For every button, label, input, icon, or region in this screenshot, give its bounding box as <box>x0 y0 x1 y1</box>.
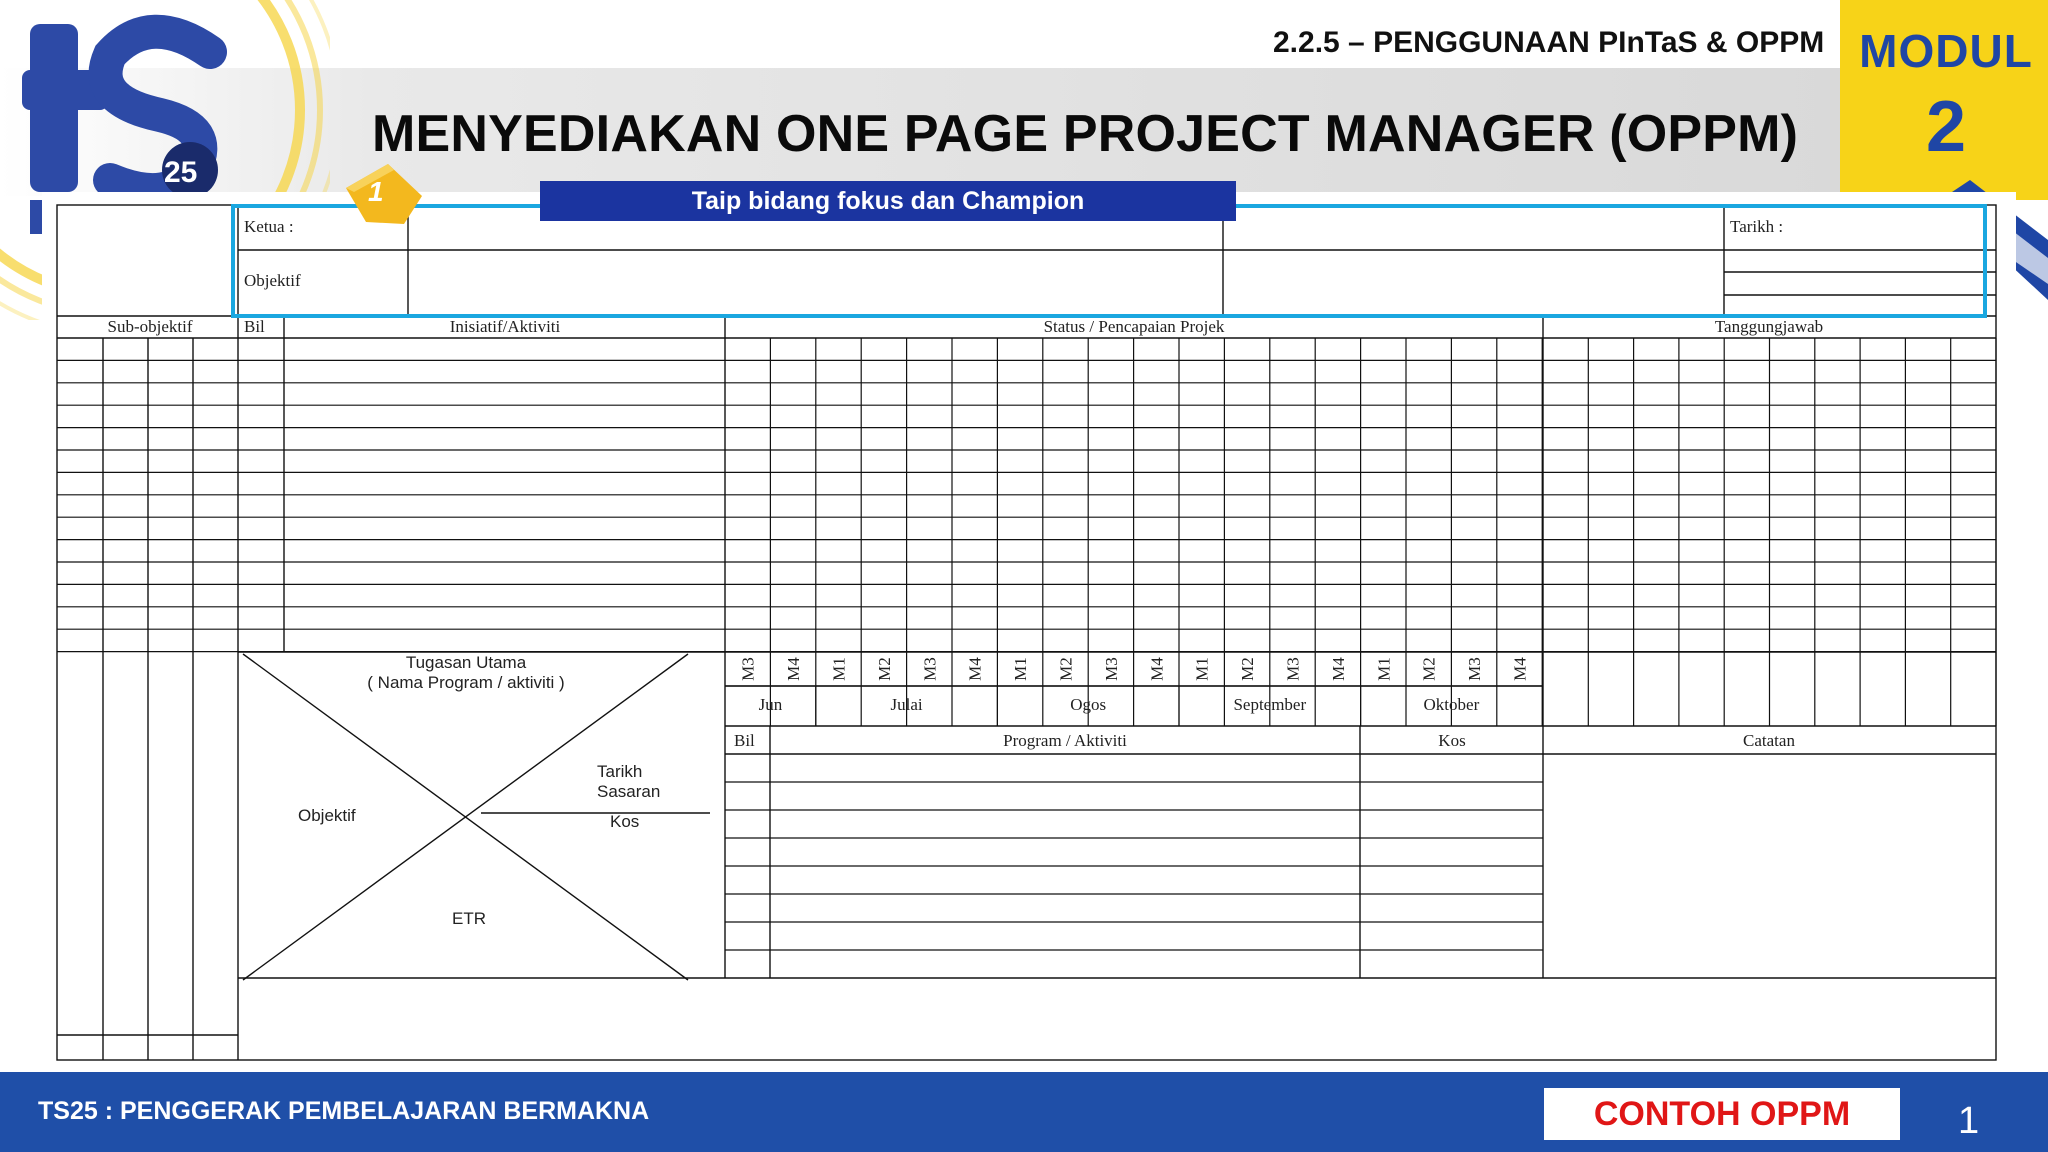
week-label: M1 <box>1192 657 1212 681</box>
week-label: M1 <box>1374 657 1394 681</box>
week-label: M2 <box>1238 657 1258 681</box>
week-label: M4 <box>965 657 985 681</box>
step-tag-icon <box>342 162 426 228</box>
tarikh-label: Tarikh : <box>1730 217 1784 236</box>
page-number: 1 <box>1958 1100 1980 1142</box>
week-label: M4 <box>784 657 804 681</box>
bil-header: Bil <box>244 317 265 336</box>
x-objektif-label: Objektif <box>298 806 356 825</box>
month-label: Julai <box>890 695 923 714</box>
week-label: M2 <box>1419 657 1439 681</box>
contoh-oppm-label: CONTOH OPPM <box>1544 1088 1900 1140</box>
ketua-label: Ketua : <box>244 217 294 236</box>
x-etr-label: ETR <box>452 909 486 928</box>
week-label: M2 <box>874 657 894 681</box>
section-subtitle: 2.2.5 – PENGGUNAAN PInTaS & OPPM <box>1273 26 1825 59</box>
month-label: September <box>1233 695 1307 714</box>
catatan-header: Catatan <box>1743 731 1795 750</box>
objektif-label: Objektif <box>244 271 301 290</box>
kos-header: Kos <box>1438 731 1466 750</box>
sub-objektif-header: Sub-objektif <box>107 317 193 336</box>
tanggungjawab-header: Tanggungjawab <box>1714 317 1824 336</box>
week-label: M4 <box>1328 657 1348 681</box>
week-label: M4 <box>1510 657 1530 681</box>
x-kos-label: Kos <box>610 812 640 831</box>
week-label: M3 <box>920 657 940 681</box>
module-number: 2 <box>1925 87 1967 167</box>
highlight-frame <box>233 206 1985 316</box>
x-tarikh-label: Tarikh <box>597 762 643 781</box>
week-label: M1 <box>1011 657 1031 681</box>
week-label: M1 <box>829 657 849 681</box>
week-label: M4 <box>1147 657 1167 681</box>
x-sasaran-label: Sasaran <box>597 782 661 801</box>
week-label: M3 <box>1465 657 1485 681</box>
tugasan-utama-label: Tugasan Utama <box>405 653 527 672</box>
week-label: M3 <box>738 657 758 681</box>
inisiatif-header: Inisiatif/Aktiviti <box>449 317 561 336</box>
step-number: 1 <box>368 176 384 207</box>
week-label: M3 <box>1283 657 1303 681</box>
nama-program-label: ( Nama Program / aktiviti ) <box>367 673 565 692</box>
status-header: Status / Pencapaian Projek <box>1043 317 1225 336</box>
bottom-bil-header: Bil <box>734 731 755 750</box>
page-title: MENYEDIAKAN ONE PAGE PROJECT MANAGER (OPPM) <box>372 105 1799 163</box>
month-label: Jun <box>758 695 783 714</box>
svg-text:25: 25 <box>164 156 198 189</box>
week-label: M2 <box>1056 657 1076 681</box>
month-label: Ogos <box>1070 695 1107 714</box>
callout-banner: Taip bidang fokus dan Champion <box>540 181 1236 221</box>
month-label: Oktober <box>1423 695 1480 714</box>
program-aktiviti-header: Program / Aktiviti <box>1003 731 1127 750</box>
module-label: MODUL <box>1859 25 2033 77</box>
week-label: M3 <box>1101 657 1121 681</box>
footer-text: TS25 : PENGGERAK PEMBELAJARAN BERMAKNA <box>38 1097 650 1125</box>
